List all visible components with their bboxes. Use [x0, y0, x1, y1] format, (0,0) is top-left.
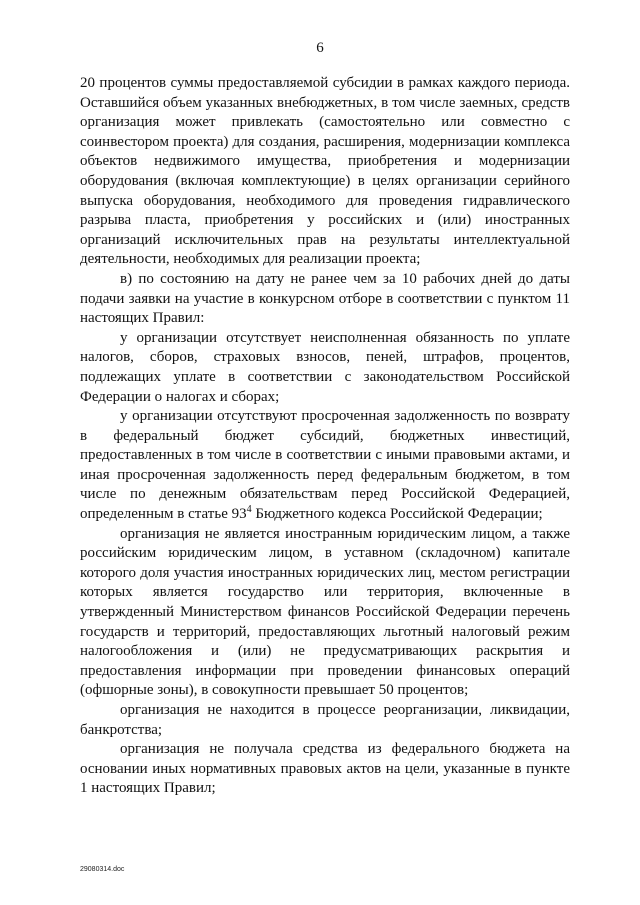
paragraph-funding-continuation: 20 процентов суммы предоставляемой субсидии в рамках каждого периода. Оставшийся объем указанных внебюджетных, в том числе заемных, средств организация может привлекать (самостоятельно или совместно с соинвестором проекта) для создания, расширения, модернизации комплекса объектов недвижимого имущества, приобретения и модернизации оборудования (включая комплектующие) в целях организации серийного выпуска оборудования, необходимого для проведения гидравлического разрыва пласта, приобретения у российских и (или) иностранных организаций исключительных прав на результаты интеллектуальной деятельности, необходимых для реализации проекта;	[80, 75, 570, 268]
paragraph-text-after: Бюджетного кодекса Российской Федерации;	[251, 506, 543, 523]
article-superscript: 4	[246, 504, 252, 516]
paragraph-not-foreign-entity: организация не является иностранным юридическим лицом, а также российским юридическим лицом, в уставном (складочном) капитале которого доля участия иностранных юридических лиц, местом регистрации которых является государство или территория, включенные в утвержденный Министерством финансов Российской Федерации перечень государств и территорий, предоставляющих льготный налоговый режим налогообложения и (или) не предусматривающих раскрытия и предоставления информации при проведении финансовых операций (офшорные зоны), в совокупности превышает 50 процентов;	[80, 525, 570, 699]
paragraph-no-overdue-debt	[80, 407, 570, 525]
document-body	[80, 74, 570, 799]
paragraph-no-tax-debt: у организации отсутствует неисполненная обязанность по уплате налогов, сборов, страховых взносов, пеней, штрафов, процентов, подлежащих уплате в соответствии с законодательством Российской Федерации о налогах и сборах;	[80, 329, 570, 405]
paragraph-text-before: у организации отсутствуют просроченная задолженность по возврату в федеральный бюджет субсидий, бюджетных инвестиций, предоставленных в том числе в соответствии с иными правовыми актами, и иная просроченная задолженность перед федеральным бюджетом, в том числе по денежным обязательствам перед Российской Федерацией, определенным в статье 93	[80, 408, 570, 523]
paragraph-item-v: в) по состоянию на дату не ранее чем за 10 рабочих дней до даты подачи заявки на участие в конкурсном отборе в соответствии с пунктом 11 настоящих Правил:	[80, 270, 570, 327]
paragraph-no-other-funds: организация не получала средства из федерального бюджета на основании иных нормативных правовых актов на цели, указанные в пункте 1 настоящих Правил;	[80, 741, 570, 797]
paragraph-no-reorganization: организация не находится в процессе реорганизации, ликвидации, банкротства;	[80, 702, 570, 738]
page-number: 6	[316, 40, 324, 56]
footer-document-code: 29080314.doc	[80, 866, 125, 873]
